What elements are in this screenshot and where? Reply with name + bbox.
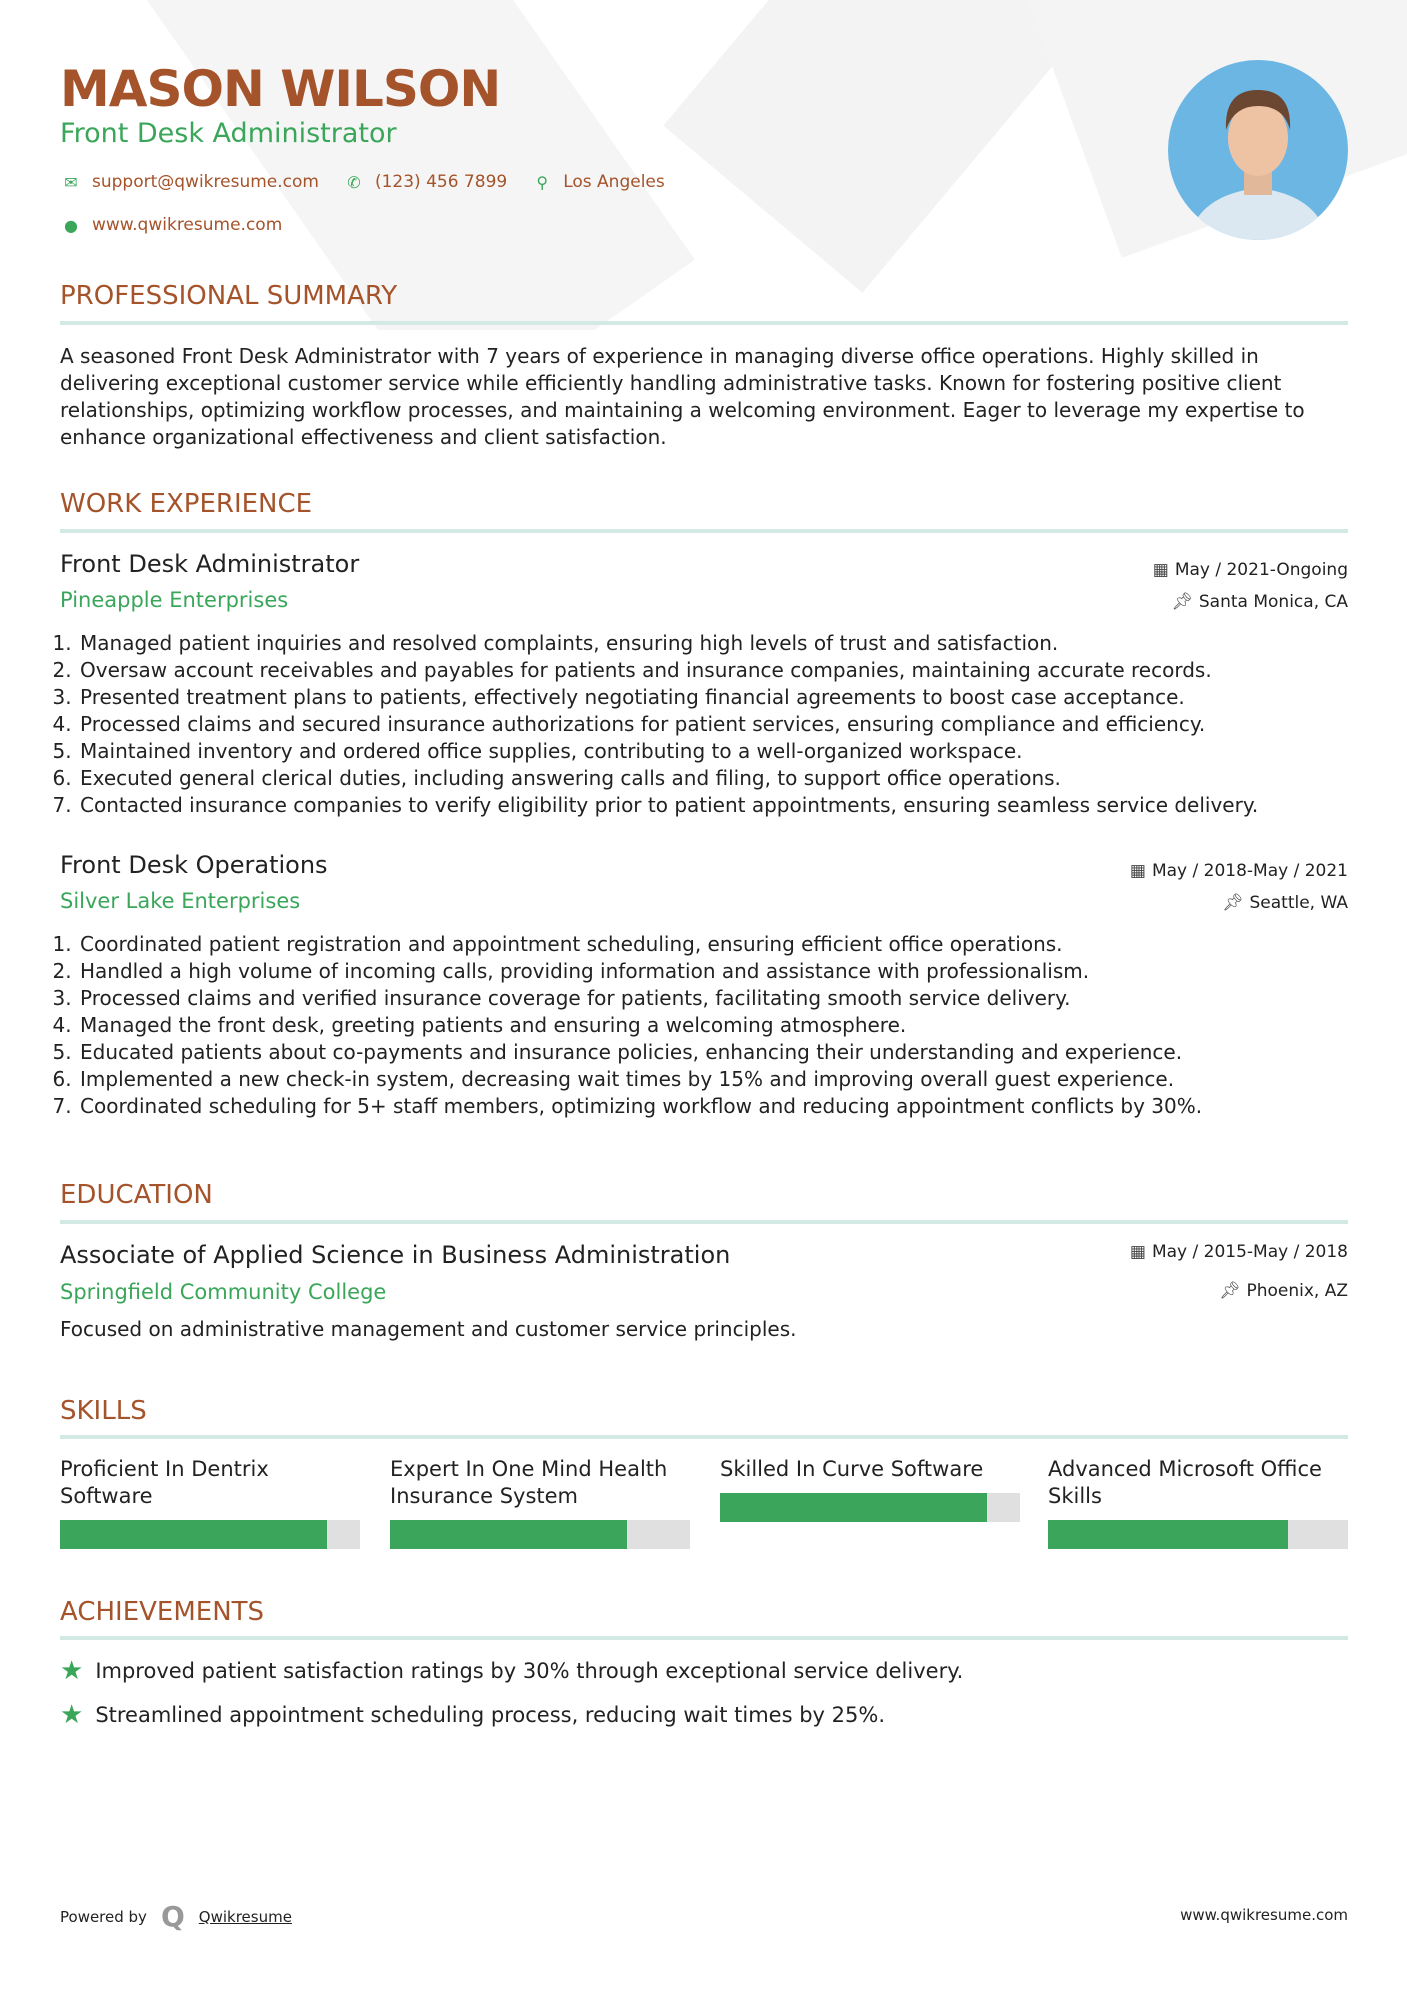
list-item: 1. Managed patient inquiries and resolved complaints, ensuring high levels of trust and satisfaction. — [78, 630, 1378, 657]
skill-bar — [1048, 1520, 1348, 1549]
star-icon: ★ — [60, 1700, 84, 1730]
skills-heading: SKILLS — [60, 1396, 147, 1426]
location-text: Los Angeles — [563, 172, 665, 192]
achievements-heading: ACHIEVEMENTS — [60, 1597, 265, 1627]
globe-icon: ● — [64, 215, 78, 235]
list-item: 4. Processed claims and secured insurance authorizations for patient services, ensuring compliance and efficiency. — [78, 711, 1378, 738]
school-name: Springfield Community College — [60, 1280, 387, 1304]
candidate-role: Front Desk Administrator — [60, 118, 397, 149]
footer-branding — [60, 1900, 292, 1933]
email-link[interactable]: support@qwikresume.com — [92, 172, 319, 192]
summary-heading: PROFESSIONAL SUMMARY — [60, 281, 398, 311]
job-company: Pineapple Enterprises — [60, 588, 289, 612]
contact-row — [60, 172, 665, 192]
list-item: 3. Presented treatment plans to patients, effectively negotiating financial agreements to boost case acceptance. — [78, 684, 1378, 711]
profile-photo — [1168, 60, 1348, 240]
phone-text: (123) 456 7899 — [374, 172, 508, 192]
skill-label: Expert In One Mind Health Insurance System — [390, 1457, 668, 1508]
achievement-item: ★ Streamlined appointment scheduling process, reducing wait times by 25%. — [60, 1700, 885, 1730]
skill-label: Skilled In Curve Software — [720, 1457, 984, 1481]
job-title: Front Desk Operations — [60, 851, 328, 879]
skill-bar-fill — [390, 1520, 627, 1549]
skill-item — [390, 1456, 690, 1549]
job-bullets — [60, 931, 1378, 1120]
list-item: 6. Implemented a new check-in system, decreasing wait times by 15% and improving overall guest experience. — [78, 1066, 1378, 1093]
skill-bar — [720, 1493, 1020, 1522]
list-item: 2. Handled a high volume of incoming calls, providing information and assistance with professionalism. — [78, 958, 1378, 985]
skill-bar-fill — [60, 1520, 327, 1549]
achievement-item: ★ Improved patient satisfaction ratings by 30% through exceptional service delivery. — [60, 1656, 964, 1686]
section-divider — [60, 529, 1348, 533]
section-divider — [60, 1636, 1348, 1640]
list-item: 5. Maintained inventory and ordered office supplies, contributing to a well-organized workspace. — [78, 738, 1378, 765]
skill-bar-fill — [720, 1493, 987, 1522]
education-location: 📌︎ Phoenix, AZ — [1218, 1281, 1348, 1301]
list-item: 2. Oversaw account receivables and payables for patients and insurance companies, maintaining accurate records. — [78, 657, 1378, 684]
skill-item — [720, 1456, 1020, 1522]
list-item: 1. Coordinated patient registration and appointment scheduling, ensuring efficient office operations. — [78, 931, 1378, 958]
experience-heading: WORK EXPERIENCE — [60, 489, 313, 519]
list-item: 4. Managed the front desk, greeting patients and ensuring a welcoming atmosphere. — [78, 1012, 1378, 1039]
job-bullets — [60, 630, 1378, 819]
envelope-icon: ✉ — [64, 172, 78, 192]
section-divider — [60, 321, 1348, 325]
pushpin-icon: 📌︎ — [1171, 592, 1193, 612]
map-pin-icon: ⚲ — [536, 172, 549, 192]
calendar-icon: ▦ — [1129, 1242, 1146, 1262]
website-row — [60, 215, 282, 235]
list-item: 7. Contacted insurance companies to verify eligibility prior to patient appointments, ensuring seamless service delivery. — [78, 792, 1378, 819]
brand-link[interactable]: Qwikresume — [198, 1907, 292, 1926]
section-divider — [60, 1435, 1348, 1439]
calendar-icon: ▦ — [1129, 861, 1146, 881]
job-dates: ▦ May / 2021-Ongoing — [1152, 560, 1348, 580]
list-item: 7. Coordinated scheduling for 5+ staff members, optimizing workflow and reducing appointment conflicts by 30%. — [78, 1093, 1378, 1120]
education-dates: ▦ May / 2015-May / 2018 — [1129, 1242, 1348, 1262]
degree-title: Associate of Applied Science in Business Administration — [60, 1241, 731, 1269]
skill-item — [60, 1456, 360, 1549]
website-link[interactable]: www.qwikresume.com — [92, 215, 283, 235]
skill-bar — [390, 1520, 690, 1549]
star-icon: ★ — [60, 1656, 84, 1686]
candidate-name: MASON WILSON — [60, 60, 501, 118]
phone-icon: ✆ — [347, 172, 361, 192]
skill-bar-fill — [1048, 1520, 1288, 1549]
skill-bar — [60, 1520, 360, 1549]
job-location: 📌︎ Seattle, WA — [1221, 893, 1348, 913]
pushpin-icon: 📌︎ — [1218, 1281, 1241, 1301]
summary-text: A seasoned Front Desk Administrator with 7 years of experience in managing diverse office operations. Highly skilled in delivering exceptional customer service while efficiently handling administrative tasks. Known for fostering positive client relationships, optimizing workflow processes, and maintaining a welcoming environment. Eager to leverage my expertise to enhance organizational effectiveness and client satisfaction. — [60, 344, 1305, 449]
skill-label: Proficient In Dentrix Software — [60, 1457, 269, 1508]
list-item: 6. Executed general clerical duties, including answering calls and filing, to support office operations. — [78, 765, 1378, 792]
qwikresume-logo-icon: Q — [160, 1900, 185, 1933]
list-item: 3. Processed claims and verified insurance coverage for patients, facilitating smooth service delivery. — [78, 985, 1378, 1012]
pushpin-icon: 📌︎ — [1221, 893, 1244, 913]
job-company: Silver Lake Enterprises — [60, 889, 301, 913]
skill-label: Advanced Microsoft Office Skills — [1048, 1457, 1322, 1508]
footer-website[interactable]: www.qwikresume.com — [1180, 1906, 1348, 1924]
job-location: 📌︎ Santa Monica, CA — [1171, 592, 1348, 612]
powered-by-label: Powered by — [60, 1907, 147, 1926]
section-divider — [60, 1220, 1348, 1224]
education-heading: EDUCATION — [60, 1180, 213, 1210]
education-description: Focused on administrative management and customer service principles. — [60, 1317, 797, 1341]
job-title: Front Desk Administrator — [60, 550, 360, 578]
skill-item — [1048, 1456, 1348, 1549]
list-item: 5. Educated patients about co-payments and insurance policies, enhancing their understanding and experience. — [78, 1039, 1378, 1066]
job-dates: ▦ May / 2018-May / 2021 — [1129, 861, 1348, 881]
calendar-icon: ▦ — [1152, 560, 1169, 580]
